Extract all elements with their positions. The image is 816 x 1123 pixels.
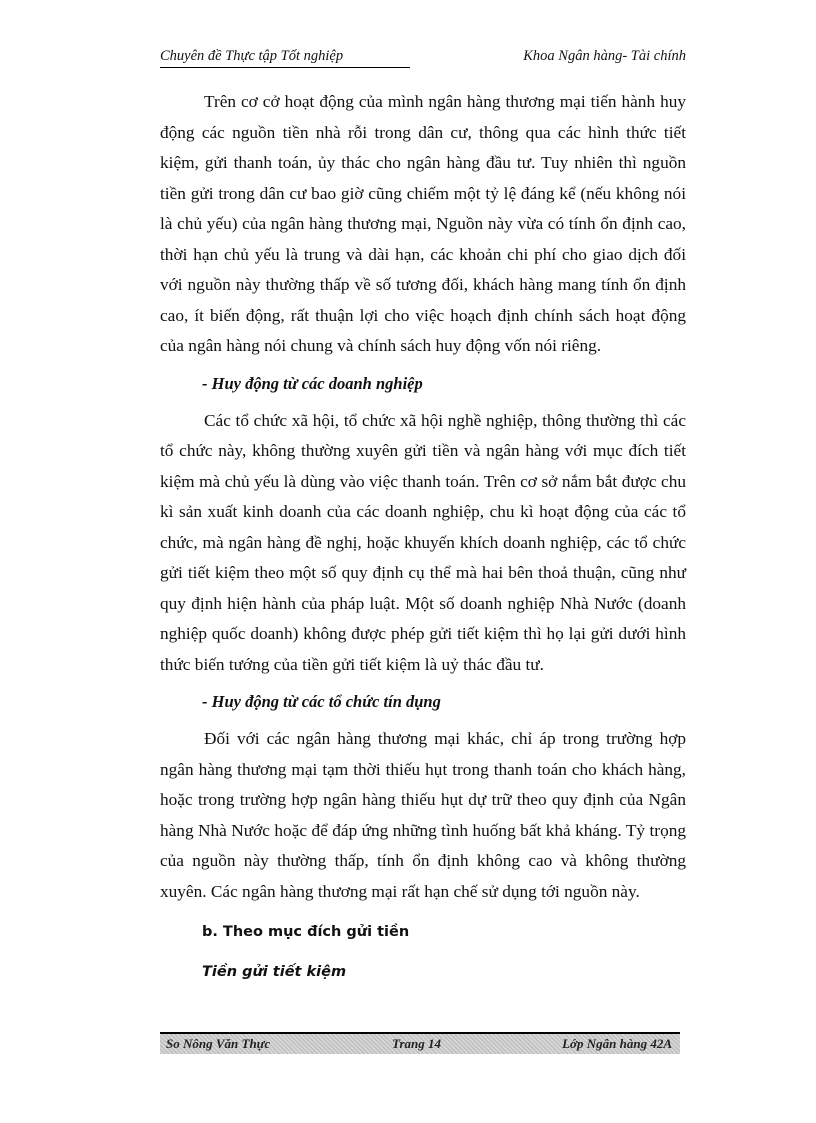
- page-footer: [160, 1032, 680, 1054]
- section-subheading-savings: Tiền gửi tiết kiệm: [202, 964, 347, 980]
- header-right-title: Khoa Ngân hàng- Tài chính: [523, 48, 686, 64]
- footer-class: Lớp Ngân hàng 42A: [562, 1036, 672, 1051]
- header-left-title: Chuyên đề Thực tập Tốt nghiệp: [160, 48, 410, 68]
- paragraph-3: Đối với các ngân hàng thương mại khác, chỉ áp trong trường hợp ngân hàng thương mại tạm thời thiếu hụt trong thanh toán cho khách hàng, hoặc trong trường hợp ngân hàng thiếu hụt dự trữ theo quy định của Ngân hàng Nhà Nước hoặc để đáp ứng những tình huống bất khả kháng. Tỷ trọng của nguồn này thường thấp, tính ổn định không cao và không thường xuyên. Các ngân hàng thương mại rất hạn chế sử dụng tới nguồn này.: [160, 729, 686, 901]
- subheading-enterprises: - Huy động từ các doanh nghiệp: [202, 373, 423, 393]
- footer-author: So Nông Văn Thực: [166, 1036, 271, 1051]
- paragraph-1: Trên cơ cở hoạt động của mình ngân hàng thương mại tiến hành huy động các nguồn tiền nhà rỗi trong dân cư, thông qua các hình thức tiết kiệm, gửi thanh toán, ủy thác cho ngân hàng đầu tư. Tuy nhiên thì nguồn tiền gửi trong dân cư bao giờ cũng chiếm một tỷ lệ đáng kể (nếu không nói là chủ yếu) của ngân hàng thương mại, Nguồn này vừa có tính ổn định cao, thời hạn chủ yếu là trung và dài hạn, các khoản chi phí cho giao dịch đối với nguồn này thường thấp về số tương đối, khách hàng mang tính ổn định cao, ít biến động, rất thuận lợi cho việc hoạch định chính sách hoạt động của ngân hàng nói chung và chính sách huy động vốn nói riêng.: [160, 92, 686, 355]
- paragraph-2: Các tổ chức xã hội, tổ chức xã hội nghề nghiệp, thông thường thì các tổ chức này, không thường xuyên gửi tiền và ngân hàng với mục đích tiết kiệm mà chủ yếu là dùng vào việc thanh toán. Trên cơ sở nắm bắt được chu kì sản xuất kinh doanh của các doanh nghiệp, chu kì hoạt động của các tổ chức, mà ngân hàng đề nghị, hoặc khuyến khích doanh nghiệp, các tổ chức gửi tiết kiệm theo một số quy định cụ thể mà hai bên thoả thuận, cũng như quy định hiện hành của pháp luật. Một số doanh nghiệp Nhà Nước (doanh nghiệp quốc doanh) không được phép gửi tiết kiệm thì họ lại gửi dưới hình thức biến tướng của tiền gửi tiết kiệm là uỷ thác đầu tư.: [160, 410, 686, 674]
- subheading-credit-institutions: - Huy động từ các tổ chức tín dụng: [202, 692, 441, 711]
- document-body: [160, 87, 686, 987]
- footer-page-number: Trang 14: [392, 1036, 441, 1051]
- section-heading-b: b. Theo mục đích gửi tiền: [202, 924, 410, 940]
- page-header: [160, 48, 686, 70]
